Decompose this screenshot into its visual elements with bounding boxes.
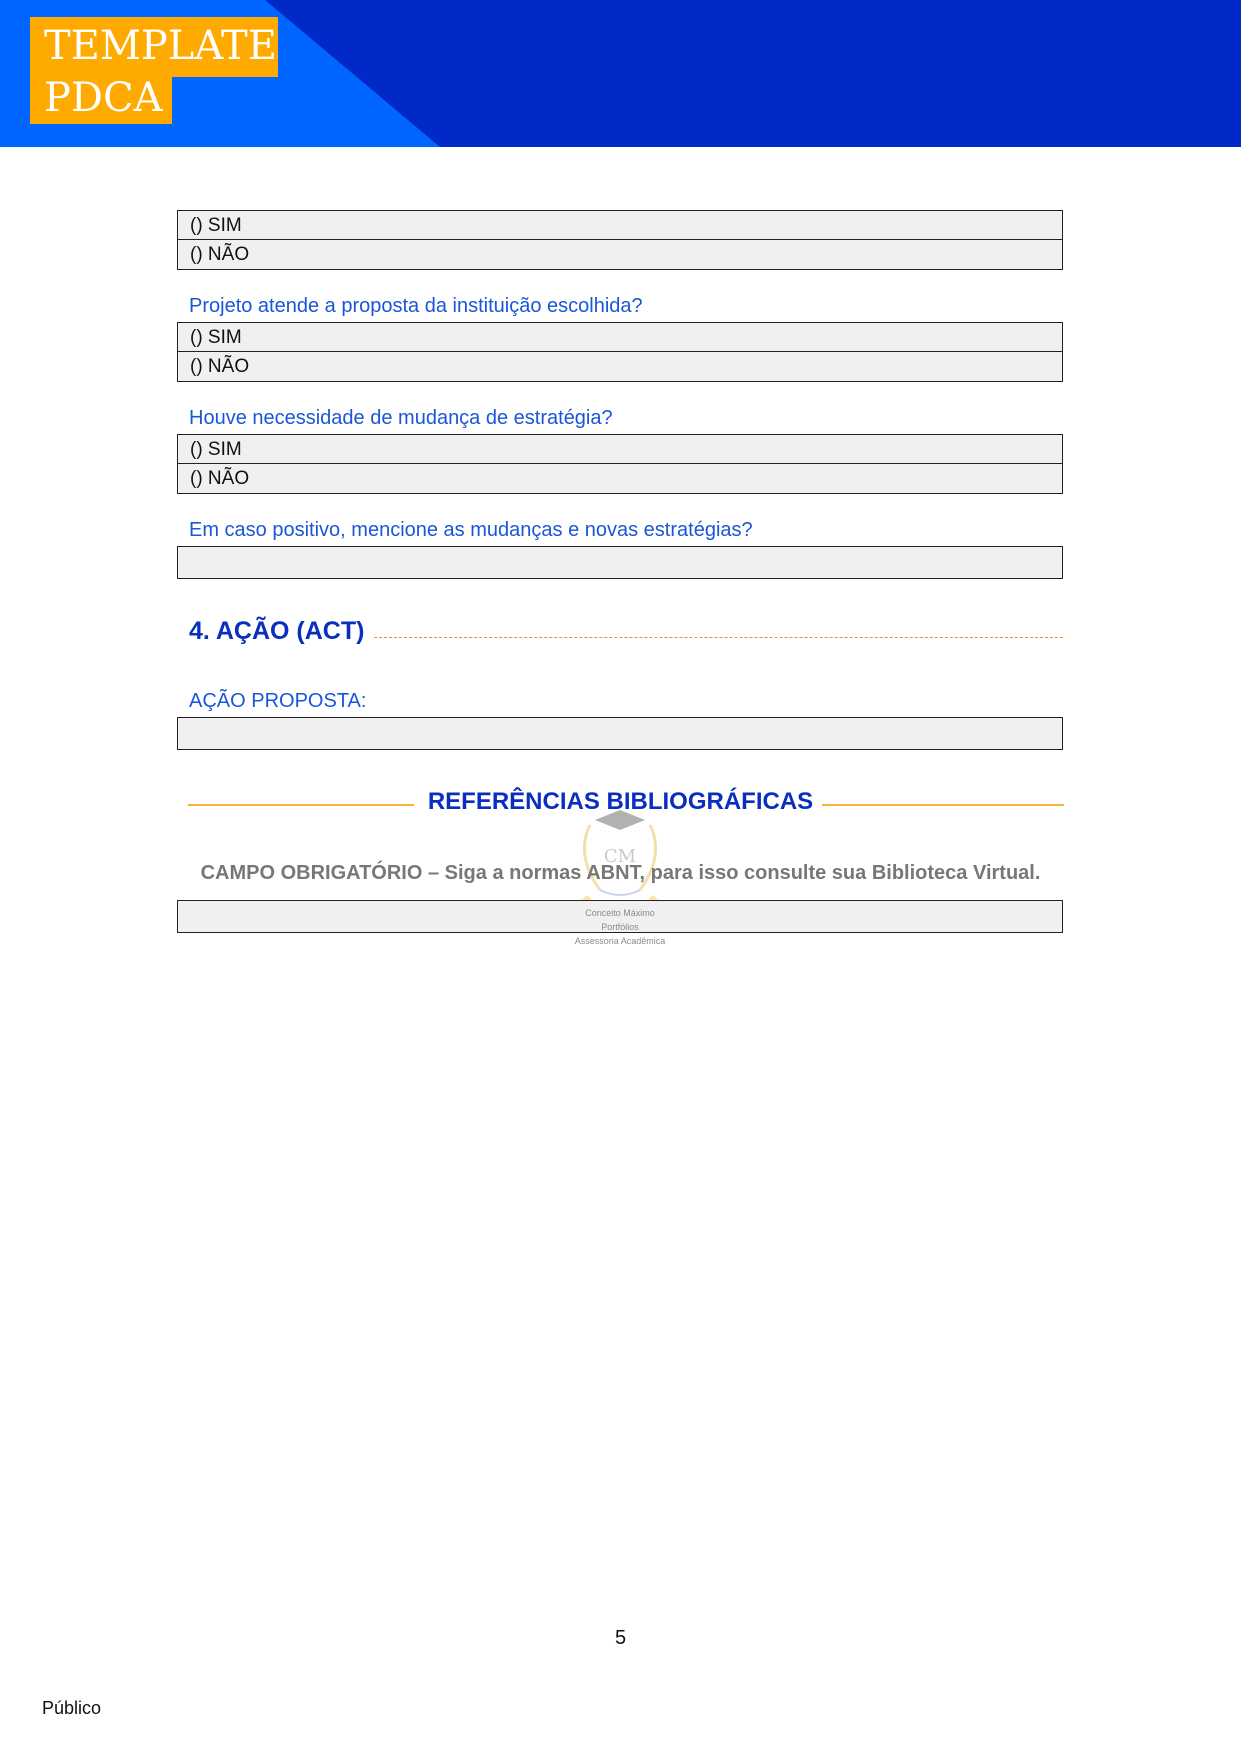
references-title: REFERÊNCIAS BIBLIOGRÁFICAS	[427, 788, 814, 815]
options-box-institution	[177, 322, 1063, 382]
page-header-banner	[0, 0, 1241, 147]
option-nao[interactable]: () NÃO	[190, 356, 250, 377]
watermark-line2: Portfólios	[601, 922, 639, 932]
option-sim[interactable]: () SIM	[178, 323, 1062, 352]
brand-title-line2: PDCA	[44, 75, 163, 121]
action-proposed-label: AÇÃO PROPOSTA:	[189, 690, 367, 712]
watermark-line1: Conceito Máximo	[585, 908, 655, 918]
brand-title-line1: TEMPLATE	[44, 23, 277, 69]
references-required-note: CAMPO OBRIGATÓRIO – Siga a normas ABNT, para isso consulte sua Biblioteca Virtual.	[200, 862, 1041, 884]
laurel-icon	[545, 800, 695, 910]
action-proposed-field[interactable]	[177, 717, 1063, 750]
option-sim[interactable]: () SIM	[178, 435, 1062, 464]
options-box-strategy-change	[177, 434, 1063, 494]
classification-label: Público	[42, 1698, 102, 1718]
section-title-act: 4. AÇÃO (ACT)	[189, 617, 365, 645]
watermark-caption	[545, 908, 695, 954]
option-nao[interactable]: () NÃO	[190, 244, 250, 265]
question-label-strategy-change: Houve necessidade de mudança de estratégia?	[189, 407, 613, 429]
page-number: 5	[614, 1627, 627, 1649]
options-box-top	[177, 210, 1063, 270]
option-sim[interactable]: () SIM	[178, 211, 1062, 240]
watermark-line3: Assessoria Acadêmica	[574, 936, 666, 946]
new-strategies-field[interactable]	[177, 546, 1063, 579]
section-divider-dashed	[374, 637, 1063, 638]
question-label-institution: Projeto atende a proposta da instituição escolhida?	[189, 295, 643, 317]
question-label-new-strategies: Em caso positivo, mencione as mudanças e novas estratégias?	[189, 519, 753, 541]
svg-text:CM: CM	[603, 846, 637, 867]
option-nao[interactable]: () NÃO	[190, 468, 250, 489]
